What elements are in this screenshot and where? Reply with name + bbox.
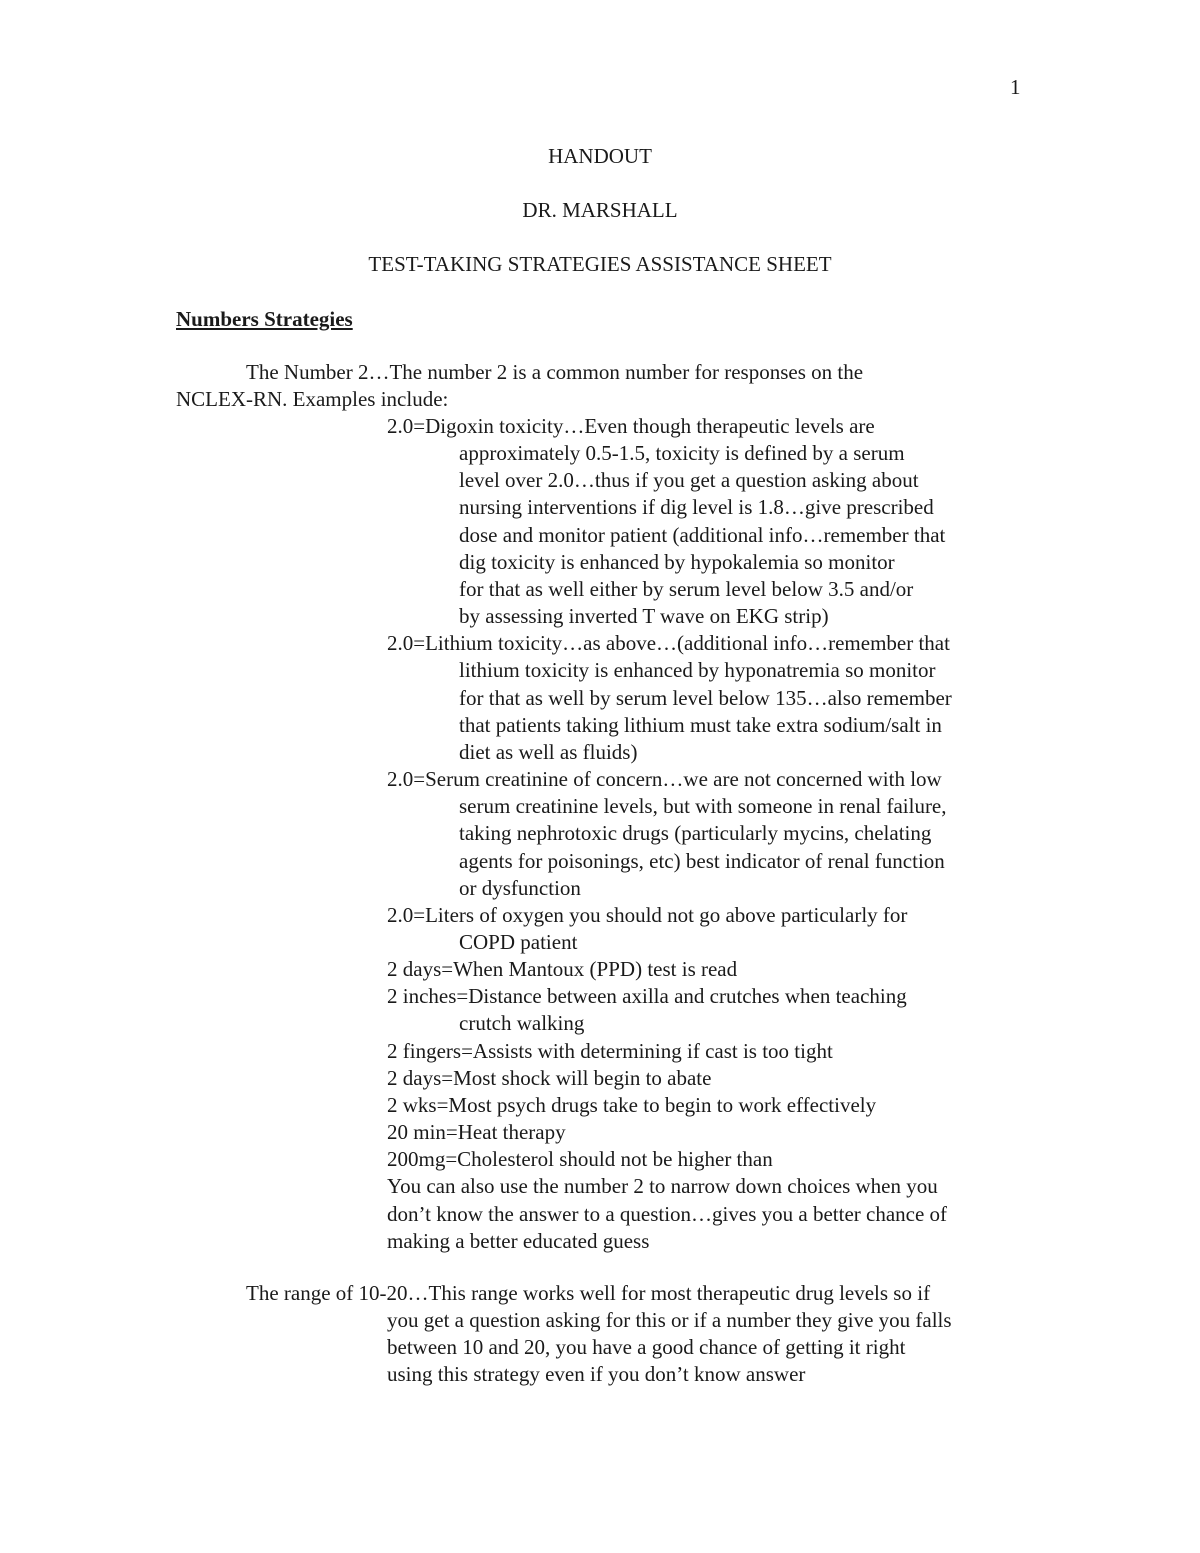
list-item [387, 1119, 1047, 1146]
list-item-continuation: for that as well either by serum level below 3.5 and/or [459, 576, 914, 601]
list-item-continuation: lithium toxicity is enhanced by hyponatremia so monitor [459, 658, 936, 683]
list-item [387, 1092, 1047, 1119]
list-item-continuation: by assessing inverted T wave on EKG strip) [459, 604, 829, 629]
list-item-line: 20 min=Heat therapy [387, 1120, 566, 1145]
intro-line: NCLEX-RN. Examples include: [176, 387, 449, 411]
list-item-continuation: nursing interventions if dig level is 1.8…give prescribed [459, 495, 934, 520]
list-item [387, 413, 1047, 630]
sheet-title: TEST-TAKING STRATEGIES ASSISTANCE SHEET [368, 252, 832, 276]
handout-title: HANDOUT [548, 144, 652, 168]
list-item-line: 2 wks=Most psych drugs take to begin to work effectively [387, 1092, 877, 1117]
page-number: 1 [1010, 75, 1021, 99]
list-item-continuation: serum creatinine levels, but with someone in renal failure, [459, 794, 947, 819]
intro-paragraph [176, 359, 863, 413]
list-item [387, 1065, 1047, 1092]
list-item [387, 766, 1047, 902]
list-item-continuation: making a better educated guess [387, 1228, 650, 1253]
list-item [387, 956, 1047, 983]
list-item-line: You can also use the number 2 to narrow down choices when you [387, 1174, 938, 1199]
list-item [387, 1173, 1047, 1254]
list-item-line: 2.0=Serum creatinine of concern…we are not concerned with low [387, 767, 942, 792]
number-examples-list [387, 413, 1047, 1255]
list-item-continuation: COPD patient [459, 929, 578, 954]
list-item-line: 2.0=Digoxin toxicity…Even though therapeutic levels are [387, 414, 875, 438]
list-item [387, 902, 1047, 956]
range-line: The range of 10-20…This range works well for most therapeutic drug levels so if [246, 1281, 931, 1305]
range-line: using this strategy even if you don’t know answer [387, 1362, 806, 1387]
list-item [387, 983, 1047, 1037]
list-item-continuation: agents for poisonings, etc) best indicator of renal function [459, 848, 945, 873]
list-item-line: 2 fingers=Assists with determining if cast is too tight [387, 1038, 833, 1063]
range-line: between 10 and 20, you have a good chance of getting it right [387, 1335, 906, 1360]
list-item-continuation: approximately 0.5-1.5, toxicity is defined by a serum [459, 441, 905, 466]
list-item-line: 2 inches=Distance between axilla and crutches when teaching [387, 984, 907, 1009]
list-item-continuation: taking nephrotoxic drugs (particularly mycins, chelating [459, 821, 932, 846]
list-item [387, 1146, 1047, 1173]
intro-line: The Number 2…The number 2 is a common number for responses on the [246, 360, 864, 384]
list-item-continuation: crutch walking [459, 1011, 585, 1036]
author-name: DR. MARSHALL [522, 198, 678, 222]
list-item-line: 2 days=Most shock will begin to abate [387, 1065, 712, 1090]
list-item-continuation: for that as well by serum level below 135…also remember [459, 685, 952, 710]
list-item-continuation: dig toxicity is enhanced by hypokalemia so monitor [459, 549, 895, 574]
list-item-line: 2.0=Lithium toxicity…as above…(additional info…remember that [387, 631, 950, 656]
list-item-continuation: level over 2.0…thus if you get a question asking about [459, 468, 919, 493]
list-item-continuation: don’t know the answer to a question…gives you a better chance of [387, 1201, 948, 1226]
list-item-line: 2 days=When Mantoux (PPD) test is read [387, 957, 738, 982]
list-item-continuation: dose and monitor patient (additional info…remember that [459, 522, 946, 547]
list-item-continuation: or dysfunction [459, 875, 581, 900]
list-item-continuation: that patients taking lithium must take extra sodium/salt in [459, 712, 942, 737]
range-paragraph [246, 1280, 952, 1389]
list-item-line: 200mg=Cholesterol should not be higher than [387, 1147, 773, 1172]
list-item-continuation: diet as well as fluids) [459, 739, 638, 764]
list-item [387, 630, 1047, 766]
list-item [387, 1038, 1047, 1065]
list-item-line: 2.0=Liters of oxygen you should not go above particularly for [387, 902, 908, 927]
section-heading: Numbers Strategies [176, 307, 353, 331]
range-line: you get a question asking for this or if a number they give you falls [387, 1308, 952, 1333]
